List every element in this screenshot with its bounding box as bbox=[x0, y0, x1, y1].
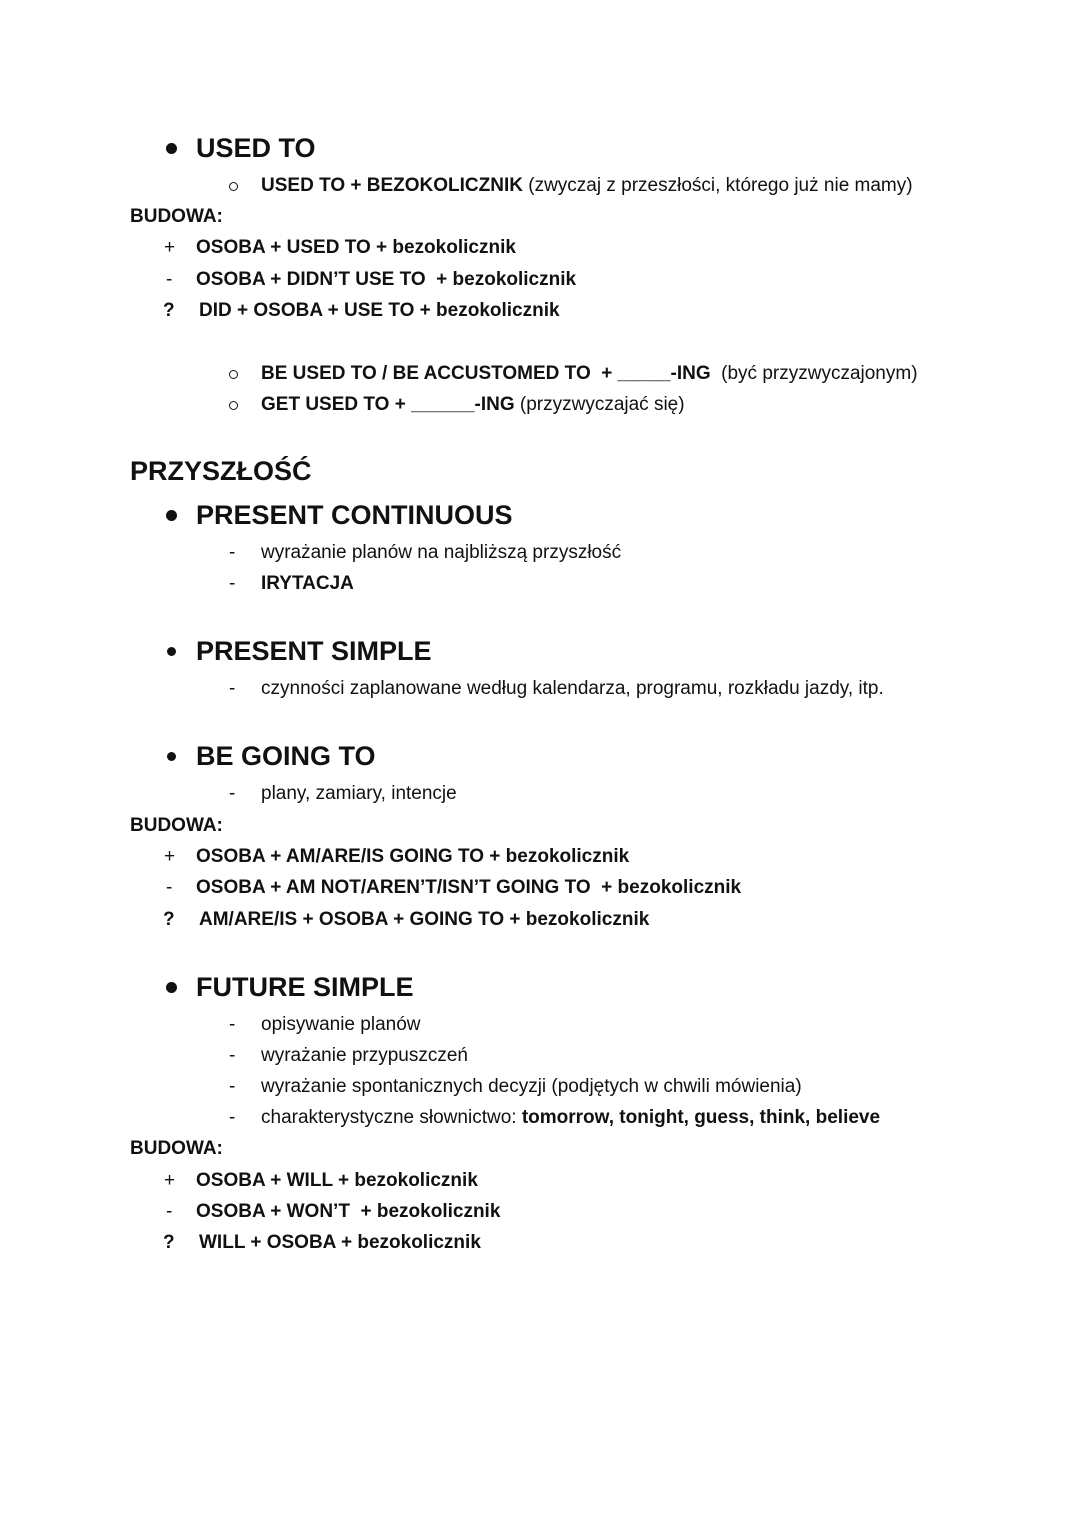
bullet-icon bbox=[166, 143, 177, 154]
rule-text: WILL + OSOBA + bezokolicznik bbox=[199, 1232, 481, 1253]
rule-marker: + bbox=[164, 846, 176, 867]
rule-marker: + bbox=[164, 1170, 176, 1191]
section-heading-be-going-to: BE GOING TO bbox=[196, 741, 376, 771]
get-used-to-line bbox=[261, 394, 685, 416]
text-bold: USED TO + BEZOKOLICZNIK bbox=[261, 175, 523, 196]
rule-text: DID + OSOBA + USE TO + bezokolicznik bbox=[199, 300, 560, 321]
section-heading-present-simple: PRESENT SIMPLE bbox=[196, 636, 432, 666]
text-bold: GET USED TO + ______-ING bbox=[261, 394, 515, 415]
rule-marker: ? bbox=[163, 909, 175, 930]
budowa-label: BUDOWA: bbox=[130, 206, 223, 227]
circle-bullet-icon bbox=[229, 370, 238, 379]
list-item: wyrażanie planów na najbliższą przyszłość bbox=[261, 542, 622, 563]
dash-marker: - bbox=[229, 783, 236, 804]
section-heading-future-simple: FUTURE SIMPLE bbox=[196, 972, 414, 1002]
be-used-to-line bbox=[261, 363, 918, 385]
used-to-definition bbox=[261, 175, 913, 197]
rule-text: OSOBA + DIDN’T USE TO + bezokolicznik bbox=[196, 269, 577, 290]
rule-marker: - bbox=[166, 877, 173, 898]
dash-marker: - bbox=[229, 678, 236, 699]
vocab-item bbox=[261, 1107, 880, 1129]
rule-marker: - bbox=[166, 1201, 173, 1222]
list-item: wyrażanie przypuszczeń bbox=[261, 1045, 468, 1066]
dash-marker: - bbox=[229, 1045, 236, 1066]
circle-bullet-icon bbox=[229, 182, 238, 191]
section-heading-present-continuous: PRESENT CONTINUOUS bbox=[196, 500, 513, 530]
budowa-label: BUDOWA: bbox=[130, 815, 223, 836]
dash-marker: - bbox=[229, 573, 236, 594]
text-bold: BE USED TO / BE ACCUSTOMED TO + _____-ING bbox=[261, 363, 711, 384]
rule-text: OSOBA + USED TO + bezokolicznik bbox=[196, 237, 516, 258]
text-normal: charakterystyczne słownictwo: bbox=[261, 1107, 522, 1128]
budowa-label: BUDOWA: bbox=[130, 1138, 223, 1159]
dash-marker: - bbox=[229, 1014, 236, 1035]
dash-marker: - bbox=[229, 1076, 236, 1097]
bullet-icon bbox=[167, 752, 176, 761]
section-heading-used-to: USED TO bbox=[196, 133, 316, 163]
text-normal: (przyzwyczajać się) bbox=[514, 394, 685, 415]
rule-text: OSOBA + AM/ARE/IS GOING TO + bezokolicznik bbox=[196, 846, 630, 867]
dash-marker: - bbox=[229, 542, 236, 563]
page-section-title: PRZYSZŁOŚĆ bbox=[130, 456, 312, 486]
bullet-icon bbox=[166, 982, 177, 993]
rule-marker: ? bbox=[163, 1232, 175, 1253]
list-item: opisywanie planów bbox=[261, 1014, 421, 1035]
text-normal: (być przyzwyczajonym) bbox=[710, 363, 918, 384]
bullet-icon bbox=[167, 647, 176, 656]
list-item: IRYTACJA bbox=[261, 573, 354, 594]
bullet-icon bbox=[166, 510, 177, 521]
text-bold: tomorrow, tonight, guess, think, believe bbox=[521, 1107, 881, 1128]
circle-bullet-icon bbox=[229, 401, 238, 410]
rule-text: OSOBA + AM NOT/AREN’T/ISN’T GOING TO + bezokolicznik bbox=[196, 877, 742, 898]
rule-marker: ? bbox=[163, 300, 175, 321]
rule-text: OSOBA + WILL + bezokolicznik bbox=[196, 1170, 478, 1191]
rule-marker: - bbox=[166, 269, 173, 290]
dash-marker: - bbox=[229, 1107, 236, 1128]
rule-text: OSOBA + WON’T + bezokolicznik bbox=[196, 1201, 501, 1222]
list-item: plany, zamiary, intencje bbox=[261, 783, 457, 804]
list-item: wyrażanie spontanicznych decyzji (podjętych w chwili mówienia) bbox=[261, 1076, 802, 1097]
text-normal: (zwyczaj z przeszłości, którego już nie mamy) bbox=[522, 175, 913, 196]
list-item: czynności zaplanowane według kalendarza, programu, rozkładu jazdy, itp. bbox=[261, 678, 884, 699]
rule-marker: + bbox=[164, 237, 176, 258]
rule-text: AM/ARE/IS + OSOBA + GOING TO + bezokolicznik bbox=[199, 909, 650, 930]
